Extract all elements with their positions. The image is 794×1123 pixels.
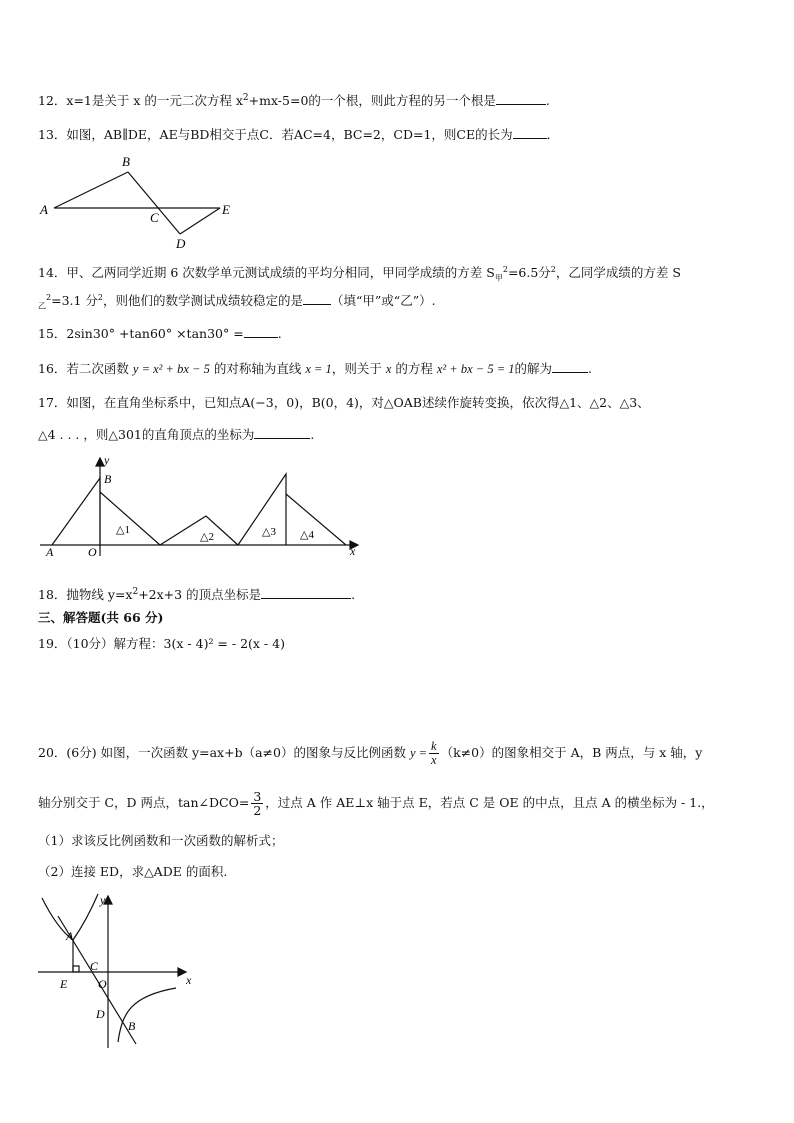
q14-sup-4: 2 [97,293,104,302]
q14-text-f: （填“甲”或“乙”）. [331,293,436,309]
q20-fraction-k-over-x [429,740,439,767]
q13-label-a: A [40,202,48,217]
q12-sup: 2 [242,93,249,103]
q14-sub-yi: 乙 [38,301,46,311]
q16-equation: x² + bx − 5 = 1 [436,362,515,376]
q13-label-d: D [176,236,186,250]
q14-text-c: ，乙同学成绩的方差 S [555,265,681,281]
question-14-line1 [38,262,681,287]
q16-axis: x = 1 [305,362,332,376]
q20-func-lhs: y = [409,746,428,760]
q16-answer-blank[interactable] [552,360,588,373]
q20-subquestion-2: （2）连接 ED，求△ADE 的面积. [38,864,228,879]
q18-answer-blank[interactable] [261,586,351,599]
q20-axis-x: x [186,973,192,987]
q20-label-d: D [96,1007,105,1021]
q13-label-b: B [122,154,130,169]
q17-figure [36,452,366,562]
q20-label-o: O [98,977,107,991]
q20-subquestion-1: （1）求该反比例函数和一次函数的解析式； [38,833,284,848]
q14-sub-jia: 甲 [494,273,503,283]
q13-answer-blank[interactable] [513,126,547,139]
q20-fraction-3-over-2 [251,790,263,817]
q17-end: . [310,427,315,442]
q16-text-c: ，则关于 [331,361,382,376]
q16-end: . [588,361,593,376]
q20-frac-num: k [431,739,437,753]
question-15 [38,325,282,342]
q20-frac2-num: 3 [253,789,262,804]
q20-frac-den: x [431,753,437,767]
question-17-line1 [38,395,650,411]
q17-label-a: A [46,545,54,559]
q14-answer-blank[interactable] [303,292,331,305]
q16-text-b: 的对称轴为直线 [213,361,302,376]
q15-end: . [277,326,282,341]
q15-text: 15．2sin30° +tan60° ×tan30° = [38,326,244,341]
q18-end: . [351,587,356,603]
q17-label-b: B [104,472,112,486]
q14-text-b: =6.5分 [507,265,551,281]
question-16 [38,360,592,377]
q16-function: y = x² + bx − 5 [132,362,210,376]
q18-text-b: +2x+3 的顶点坐标是 [138,587,262,603]
question-18 [38,584,355,603]
q16-text-a: 16．若二次函数 [38,361,129,376]
q17-triangle-1: △1 [116,524,130,536]
q20-label-b: B [128,1019,136,1033]
question-20-line2 [38,790,714,817]
q17-answer-blank[interactable] [254,426,310,439]
q14-text-d: =3.1 分 [51,293,98,309]
q20-text-b: （k≠0）的图象相交于 A，B 两点，与 x 轴，y [440,745,703,760]
q16-var: x [385,362,392,376]
q13-end: ． [546,127,560,142]
q20-text-a: 20．(6分) 如图，一次函数 y=ax+b（a≠0）的图象与反比例函数 [38,745,406,760]
section-3-title: 三、解答题(共 66 分) [38,610,164,625]
q17-triangle-3: △3 [262,526,276,538]
q18-sup: 2 [132,587,139,597]
q12-text-b: +mx-5=0的一个根，则此方程的另一个根是 [248,93,496,109]
q20-label-e: E [60,977,68,991]
question-12 [38,90,550,109]
q17-triangle-2: △2 [200,531,214,543]
q20-figure [36,892,196,1050]
question-20-line1 [38,740,702,767]
q17-text-line1: 17．如图，在直角坐标系中，已知点A(−3，0)，B(0，4)，对△OAB述续作旋转变换，依次得△1、△2、△3、 [38,395,650,410]
q20-label-a: A [66,929,74,943]
q13-figure [36,150,246,250]
q20-text-c: 轴分别交于 C，D 两点，tan∠DCO= [38,795,250,810]
q17-axis-x: x [350,544,356,558]
q14-text-a: 14．甲、乙两同学近期 6 次数学单元测试成绩的平均分相同，甲同学成绩的方差 S [38,265,495,281]
q14-sup-1: 2 [502,265,508,274]
q12-answer-blank[interactable] [496,92,546,105]
question-14-line2 [38,290,436,315]
q13-label-c: C [150,210,159,225]
q13-text: 13．如图，AB∥DE，AE与BD相交于点C．若AC=4，BC=2，CD=1，则CE的长为 [38,127,513,142]
q15-answer-blank[interactable] [244,325,278,338]
q17-axis-y: y [104,453,110,467]
q14-sup-3: 2 [46,293,52,302]
q17-text-line2: △4 . . . ，则△301的直角顶点的坐标为 [38,427,255,442]
q17-label-o: O [88,545,97,559]
q14-sup-2: 2 [550,265,556,274]
q16-text-e: 的解为 [514,361,553,376]
question-19 [38,636,285,652]
q12-text-a: 12．x=1是关于 x 的一元二次方程 x [38,93,243,109]
q19-text: 19．（10分）解方程：3(x - 4)² = - 2(x - 4) [38,636,285,651]
q12-end: . [545,93,550,109]
q20-text-d: ，过点 A 作 AE⊥x 轴于点 E，若点 C 是 OE 的中点，且点 A 的横坐标为 - 1.， [265,795,714,810]
q14-text-e: ，则他们的数学测试成绩较稳定的是 [103,293,304,309]
q17-triangle-4: △4 [300,529,314,541]
q18-text-a: 18．抛物线 y=x [38,587,133,603]
question-13 [38,126,559,143]
q13-label-e: E [222,202,230,217]
q20-label-c: C [90,959,99,973]
q20-frac2-den: 2 [253,803,262,818]
question-17-line2 [38,426,314,443]
q16-text-d: 的方程 [395,361,433,376]
q20-axis-y: y [100,893,106,907]
